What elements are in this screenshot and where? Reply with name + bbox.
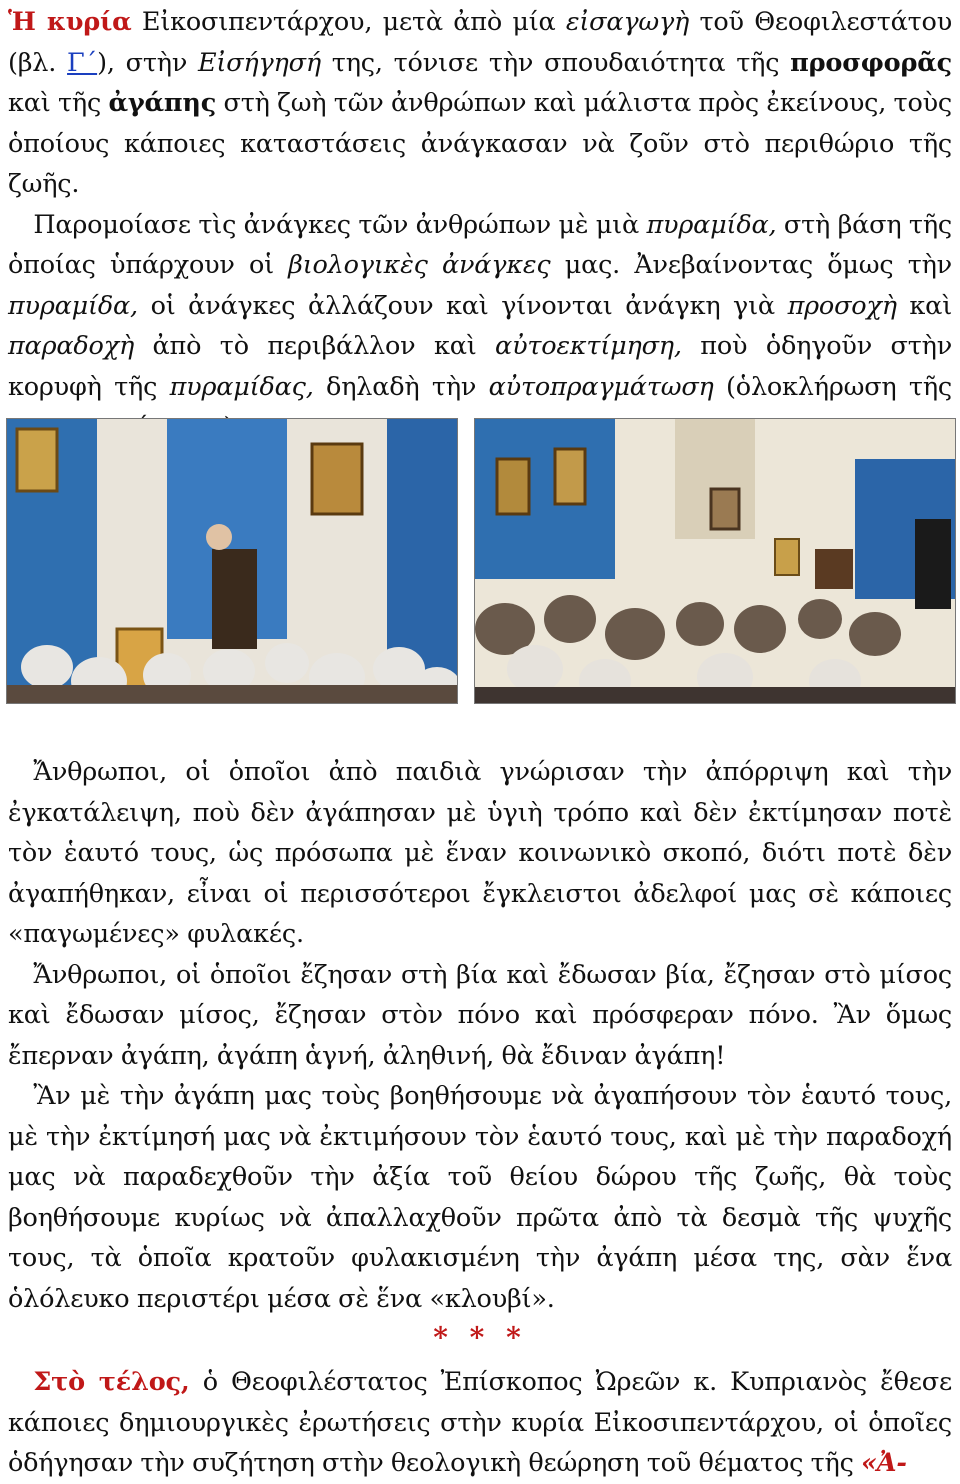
- lead-name: Ἡ κυρία: [8, 7, 132, 37]
- paragraph-rejection: Ἄνθρωποι, οἱ ὁποῖοι ἀπὸ παιδιὰ γνώρισαν τὴν ἀπόρριψη καὶ τὴν ἐγκατάλειψη, ποὺ δὲν ἀγάπησαν μὲ ὑγιὴ τρόπο καὶ δὲν ἐκτίμησαν ποτὲ τὸν ἑαυτό τους, ὡς πρόσωπα μὲ ἕναν κοινωνικὸ σκοπό, διότι ποτὲ δὲν ἀγαπήθηκαν, εἶναι οἱ περισσότεροι ἔγκλειστοι ἀδελφοί μας σὲ κάποιες «παγωμένες» φυλακές.: [8, 757, 952, 949]
- photo-audience-hall: [474, 418, 956, 704]
- pyramid-paragraph: Παρομοίασε τὶς ἀνάγκες τῶν ἀνθρώπων μὲ μιὰ πυραμίδα, στὴ βάση τῆς ὁποίας ὑπάρχουν οἱ βιολογικὲς ἀνάγκες μας. Ἀνεβαίνοντας ὅμως τὴν πυραμίδα, οἱ ἀνάγκες ἀλλάζουν καὶ γίνονται ἀνάγκη γιὰ προσοχὴ καὶ παραδοχὴ ἀπὸ τὸ περιβάλλον καὶ αὐτοεκτίμηση, ποὺ ὁδηγοῦν στὴν κορυφὴ τῆς πυραμίδας, δηλαδὴ τὴν αὐτοπραγμάτωση (ὁλοκλήρωση τῆς: [8, 209, 952, 402]
- photo-speaker-at-podium: [6, 418, 458, 704]
- intro-paragraph: Ἡ κυρία Εἰκοσιπεντάρχου, μετὰ ἀπὸ μία εἰσαγωγὴ τοῦ Θεοφιλεστάτου (βλ. Γ΄), στὴν Εἰσήγησή της, τόνισε τὴν σπουδαιότητα τῆς προσφορᾶς καὶ τῆς ἀγάπης στὴ ζωὴ τῶν ἀνθρώπων καὶ μάλιστα πρὸς ἐκείνους, τοὺς ὁποίους κάποιες καταστάσεις ἀνάγκασαν νὰ ζοῦν στὸ περιθώριο τῆς ζωῆς. Παρομοίασε τὶς ἀνάγκες τῶν ἀνθρώπων μὲ μιὰ πυραμίδα, στὴ βάση τῆς ὁποίας ὑπάρχουν οἱ βιολογικὲς ἀνάγκες μας. Ἀνεβαίνοντας ὅμως τὴν πυραμίδα, οἱ ἀνάγκες ἀλλάζουν καὶ γίνονται ἀνάγκη γιὰ προσοχὴ καὶ παραδοχὴ ἀπὸ τὸ περιβάλλον καὶ αὐτοεκτίμηση, ποὺ ὁδηγοῦν στὴν κορυφὴ τῆς πυραμίδας, δηλαδὴ τὴν αὐτοπραγμάτωση (ὁλοκλήρωση τῆς: [8, 2, 952, 448]
- closing-lead: Στὸ τέλος,: [33, 1367, 190, 1397]
- closing-paragraph: Στὸ τέλος, ὁ Θεοφιλέστατος Ἐπίσκοπος Ὠρεῶν κ. Κυπριανὸς ἔθεσε κάποιες δημιουργικὲς ἐρωτήσεις στὴν κυρία Εἰκοσιπεντάρχου, οἱ ὁποῖες ὁδήγησαν τὴν συζήτηση στὴν θεολογικὴ θεώρηση τοῦ θέματος τῆς «Ἀ-: [8, 1367, 952, 1478]
- section-separator: * * *: [433, 1321, 527, 1354]
- body-paragraphs: [8, 752, 952, 1319]
- section-reference-link[interactable]: Γ΄: [67, 47, 98, 78]
- paragraph-violence: Ἄνθρωποι, οἱ ὁποῖοι ἔζησαν στὴ βία καὶ ἔδωσαν βία, ἔζησαν στὸ μίσος καὶ ἔδωσαν μίσος, ἔζησαν στὸν πόνο καὶ πρόσφεραν πόνο. Ἂν ὅμως ἔπερναν ἀγάπη, ἀγάπη ἁγνή, ἀληθινή, θὰ ἔδιναν ἀγάπη!: [8, 959, 952, 1071]
- paragraph-help: Ἂν μὲ τὴν ἀγάπη μας τοὺς βοηθήσουμε νὰ ἀγαπήσουν τὸν ἑαυτό τους, μὲ τὴν ἐκτίμησή μας νὰ ἐκτιμήσουν τὸν ἑαυτό τους, καὶ μὲ τὴν παραδοχή μας νὰ παραδεχθοῦν τὴν ἀξία τοῦ θείου δώρου τῆς ζωῆς, θὰ τοὺς βοηθήσουμε κυρίως νὰ ἀπαλλαχθοῦν πρῶτα ἀπὸ τὰ δεσμὰ τῆς ψυχῆς τους, τὰ ὁποῖα κρατοῦν φυλακισμένη τὴν ἀγάπη μέσα της, σὰν ἕνα ὁλόλευκο περιστέρι μέσα σὲ ἕνα «κλουβί».: [8, 1081, 952, 1314]
